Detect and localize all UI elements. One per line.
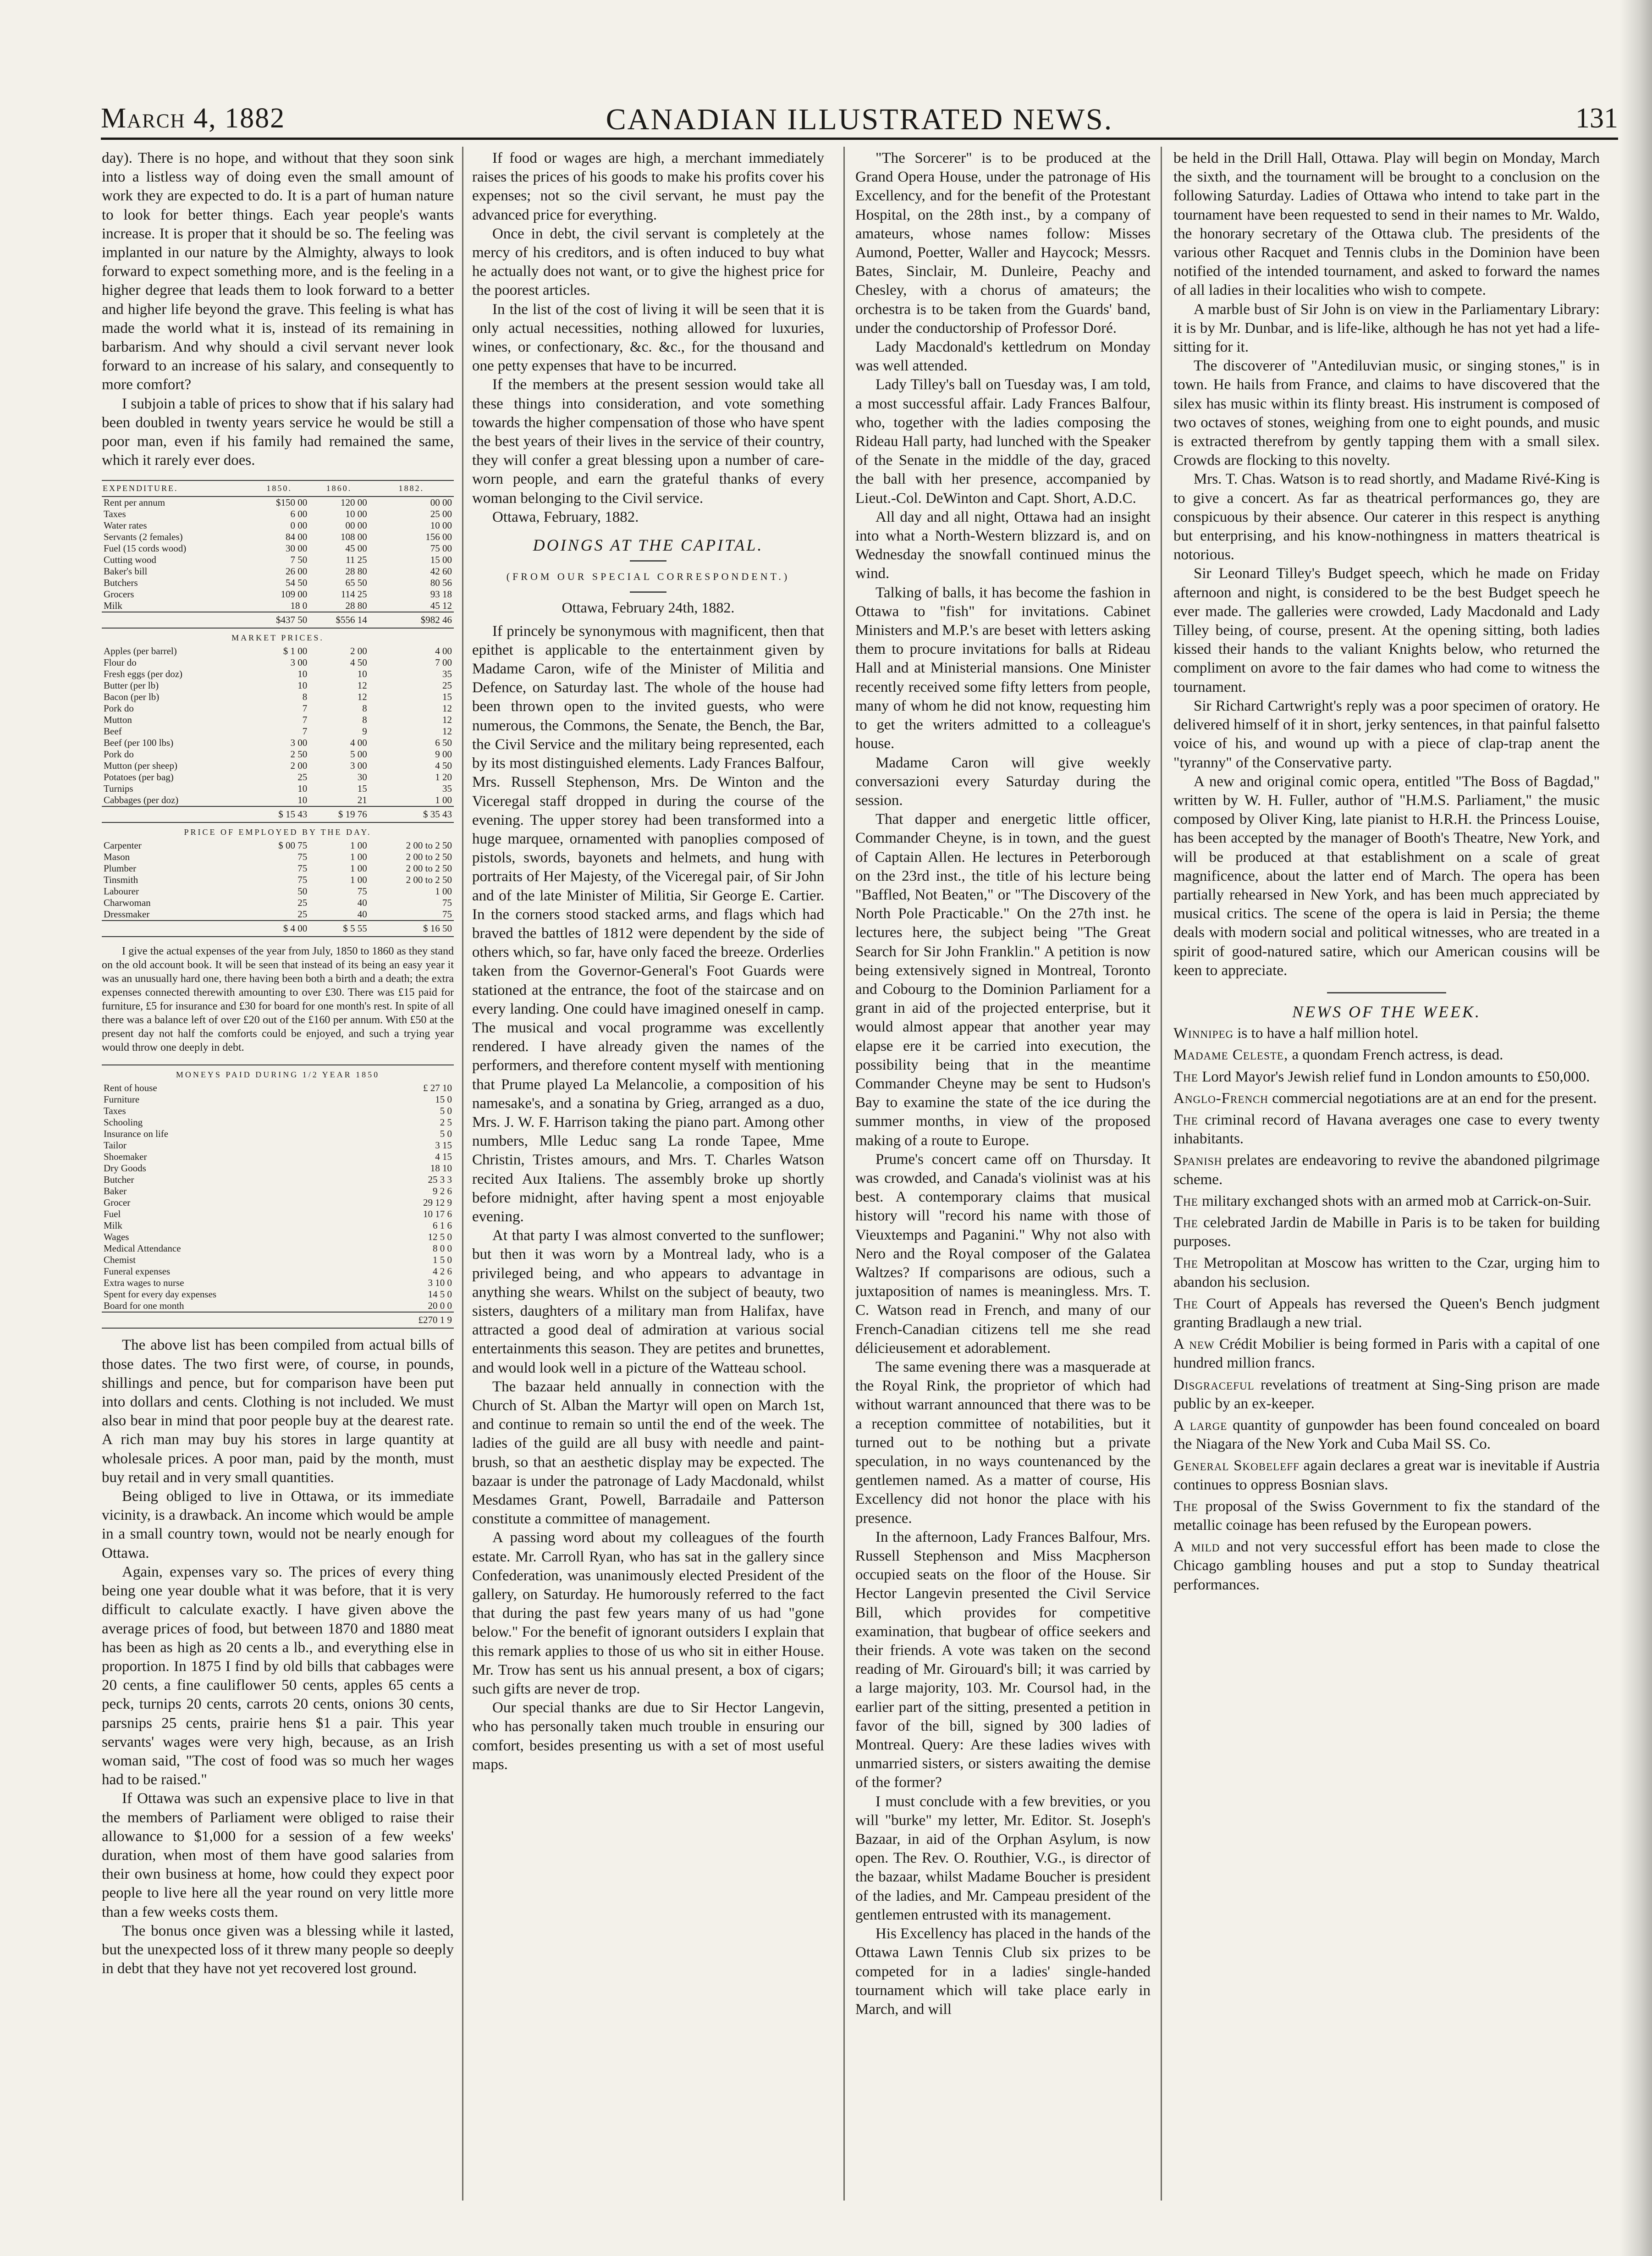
table-row: Water rates 0 00 00 00 10 00 [104, 520, 452, 531]
header-rule [101, 138, 1618, 140]
table-row: Baker's bill 26 00 28 80 42 60 [104, 566, 452, 577]
table-header: 1882. [369, 481, 454, 496]
table-row: Board for one month 20 0 0 [104, 1300, 452, 1312]
paragraph: In the afternoon, Lady Frances Balfour, Mrs. Russell Stephenson and Miss Macpherson occupied seats on the floor of the House. Sir Hector Langevin presented the Civil Service Bill, which provides for competitive examination, that bugbear of office seekers and their friends. A vote was taken on the second reading of Mr. Girouard's bill; it was carried by a large majority, 103. Mr. Coursol had, in the earlier part of the sitting, presented a petition in favor of the bill, signed by 300 ladies of Montreal. Query: Are these ladies wives with unmarried sisters, or sisters awaiting the demise of the former? [855, 1528, 1151, 1791]
paragraph: "The Sorcerer" is to be produced at the Grand Opera House, under the patronage of His Excellency, and for the benefit of the Protestant Hospital, on the 28th inst., by a company of amateurs, whose names follow: Misses Aumond, Poetter, Waller and Haycock; Messrs. Bates, Sinclair, M. Dunleire, Peachy and Chesley, with a chorus of amateurs; the orchestra is to be taken from the Guards' band, under the conductorship of Professor Doré. [855, 150, 1151, 336]
table-total-row: $437 50 $556 14 $982 46 [102, 612, 454, 628]
paragraph: All day and all night, Ottawa had an insight into what a North-Western blizzard is, and on Wednesday the snowfall continued minus the wind. [855, 508, 1151, 582]
news-item: Madame Celeste, a quondam French actress, is dead. [1173, 1047, 1503, 1064]
page-edge-shadow [1620, 0, 1652, 2256]
table-header: EXPENDITURE. [102, 481, 249, 496]
news-item: A mild and not very successful effort has been made to close the Chicago gambling houses and put a stop to Sunday theatrical performances. [1173, 1539, 1600, 1593]
paragraph: If food or wages are high, a merchant immediately raises the prices of his goods to make his profits cover his expenses; not so the civil servant, he must pay the advanced price for everything. [472, 150, 824, 223]
table-row: Butchers 54 50 65 50 80 56 [104, 577, 452, 589]
section-subheading: (FROM OUR SPECIAL CORRESPONDENT.) [506, 571, 790, 583]
table-total-row: £270 1 9 [102, 1312, 454, 1328]
news-item: Winnipeg is to have a half million hotel. [1173, 1025, 1419, 1042]
table-section-title: PRICE OF EMPLOYED BY THE DAY. [184, 827, 372, 837]
table-row: Wages 12 5 0 [104, 1231, 452, 1243]
table-row: Pork do 7 8 12 [104, 703, 452, 714]
table-header: 1850. [249, 481, 309, 496]
paragraph: If the members at the present session would take all these things into consideration, and vote something towards the higher compensation of those who have spent the best years of their lives in the service of their country, they will confer a great blessing upon a number of care-worn people, and earn the grateful thanks of every woman belonging to the Civil service. [472, 376, 824, 507]
news-list [1173, 1024, 1600, 1594]
news-item: The proposal of the Swiss Government to fix the standard of the metallic coinage has been refused by the European powers. [1173, 1498, 1600, 1534]
table-header: 1860. [309, 481, 369, 496]
page-number: 131 [1575, 103, 1618, 134]
table-row: Shoemaker 4 15 [104, 1151, 452, 1163]
news-item: A large quantity of gunpowder has been found concealed on board the Niagara of the New York and Cuba Mail SS. Co. [1173, 1417, 1600, 1453]
paragraph: Madame Caron will give weekly conversazioni every Saturday during the session. [855, 754, 1151, 809]
column-divider [843, 147, 845, 2201]
page-header [101, 99, 1618, 140]
table-row: Extra wages to nurse 3 10 0 [104, 1277, 452, 1289]
paragraph: I subjoin a table of prices to show that if his salary had been doubled in twenty years service he would be still a poor man, even if his family had remained the same, which it rarely ever does. [102, 395, 454, 469]
table-row: Pork do 2 50 5 00 9 00 [104, 749, 452, 760]
table-row: Bacon (per lb) 8 12 15 [104, 691, 452, 703]
news-item: Spanish prelates are endeavoring to revive the abandoned pilgrimage scheme. [1173, 1152, 1600, 1188]
table-row: Potatoes (per bag) 25 30 1 20 [104, 772, 452, 783]
paragraph: The bazaar held annually in connection with the Church of St. Alban the Martyr will open on March 1st, and continue to remain so until the end of the week. The ladies of the guild are all busy with needle and paint-brush, so that an aesthetic display may be expected. The bazaar is under the patronage of Lady Macdonald, whilst Mesdames Grant, Powell, Barradaile and Patterson constitute a committee of management. [472, 1378, 824, 1528]
paragraph: A new and original comic opera, entitled "The Boss of Bagdad," written by W. H. Fuller, author of "H.M.S. Parliament," the music composed by Oliver King, late pianist to H.R.H. the Princess Louise, has been accepted by the manager of Booth's Theatre, New York, and will be produced at that establishment on a scale of great magnificence, about the latter end of March. The opera has been partially rehearsed in New York, and has been much appreciated by musical critics. The scene of the opera is laid in Persia; the theme deals with modern social and political witnesses, who are treated in a spirit of good-natured satire, which our American cousins will be keen to appreciate. [1173, 773, 1600, 979]
table-row: Mutton 7 8 12 [104, 714, 452, 726]
table-row: Turnips 10 15 35 [104, 783, 452, 794]
table-row: Beef 7 9 12 [104, 726, 452, 737]
table-row: Funeral expenses 4 2 6 [104, 1266, 452, 1277]
signoff: Ottawa, February, 1882. [492, 508, 639, 525]
table-row: Butter (per lb) 10 12 25 [104, 680, 452, 691]
table-row: Schooling 2 5 [104, 1117, 452, 1128]
table-row: Tailor 3 15 [104, 1140, 452, 1151]
table-row: Cabbages (per doz) 10 21 1 00 [104, 794, 452, 806]
table-row: Rent per annum $150 00 120 00 00 00 [104, 497, 452, 508]
column-divider [462, 147, 463, 2201]
column-1 [102, 149, 454, 2212]
separator [630, 591, 666, 593]
paragraph: A passing word about my colleagues of the fourth estate. Mr. Carroll Ryan, who has sat in the gallery since Confederation, was unanimously elected President of the gallery, on Saturday. He humorously referred to the fact that during the past few years many of us had "gone below." For the benefit of ignorant outsiders I explain that this remark applies to those of us who sit in either House. Mr. Trow has sent us his annual present, a box of cigars; such gifts are never de trop. [472, 1529, 824, 1698]
table-row: Milk 18 0 28 80 45 12 [104, 600, 452, 612]
monthly-expenses-table [102, 1065, 454, 1329]
news-item: Disgraceful revelations of treatment at Sing-Sing prison are made public by an ex-keeper. [1173, 1376, 1600, 1412]
table-row: Butcher 25 3 3 [104, 1174, 452, 1186]
table-row: Labourer 50 75 1 00 [104, 886, 452, 897]
table-total-row: $ 4 00 $ 5 55 $ 16 50 [102, 921, 454, 937]
table-row: Mason 75 1 00 2 00 to 2 50 [104, 851, 452, 863]
paragraph: The bonus once given was a blessing while it lasted, but the unexpected loss of it threw many people so deeply in debt that they have not yet recovered lost ground. [102, 1922, 454, 1977]
paragraph: Sir Richard Cartwright's reply was a poor specimen of oratory. He delivered himself of it in short, jerky sentences, in that painful falsetto voice of his, and wound up with a piece of clap-trap anent the "tyranny" of the Conservative party. [1173, 697, 1600, 771]
table-row: Mutton (per sheep) 2 00 3 00 4 50 [104, 760, 452, 772]
column-4 [1173, 149, 1600, 2212]
table-row: Rent of house £ 27 10 [104, 1082, 452, 1094]
table-row: Servants (2 females) 84 00 108 00 156 00 [104, 531, 452, 543]
table-row: Carpenter $ 00 75 1 00 2 00 to 2 50 [104, 840, 452, 851]
paragraph: be held in the Drill Hall, Ottawa. Play will begin on Monday, March the sixth, and the tournament will be brought to a conclusion on the following Saturday. Ladies of Ottawa who intend to take part in the tournament have been requested to send in their names to Mr. Waldo, the honorary secretary of the Ottawa club. The presidents of the various other Racquet and Tennis clubs in the Dominion have been notified of the intended tournament, and asked to forward the names of all ladies in their localities who wish to compete. [1173, 150, 1600, 299]
paragraph: Again, expenses vary so. The prices of every thing being one year double what it was before, that it is very difficult to calculate exactly. I have given above the average prices of food, but between 1870 and 1880 meat has been as high as 20 cents a lb., and everything else in proportion. In 1875 I find by old bills that cabbages were 20 cents, a fine cauliflower 50 cents, apples 65 cents a peck, turnips 20 cents, carrots 20 cents, onions 30 cents, parsnips 25 cents, prairie hens $1 a pair. This year servants' wages were very high, because, as an Irish woman said, "The cost of food was so much her wages had to be raised." [102, 1563, 454, 1788]
issue-date: March 4, 1882 [101, 103, 286, 134]
section-heading: DOINGS AT THE CAPITAL. [533, 536, 764, 555]
news-item: A new Crédit Mobilier is being formed in Paris with a capital of one hundred million francs. [1173, 1336, 1600, 1372]
table-row: Insurance on life 5 0 [104, 1128, 452, 1140]
paragraph: In the list of the cost of living it will be seen that it is only actual necessities, nothing allowed for luxuries, wines, or confectionary, &c. &c., for the thousand and one petty expenses that have to be incurred. [472, 301, 824, 375]
paragraph: The discoverer of "Antediluvian music, or singing stones," is in town. He hails from France, and claims to have discovered that the silex has music within its flinty breast. His instrument is composed of two octaves of stones, weighing from one to eight pounds, and music is extracted therefrom by gently tapping them with a small silex. Crowds are flocking to this novelty. [1173, 358, 1600, 469]
news-item: The Court of Appeals has reversed the Queen's Bench judgment granting Bradlaugh a new trial. [1173, 1295, 1600, 1331]
table-row: Dry Goods 18 10 [104, 1163, 452, 1174]
paragraph: Lady Tilley's ball on Tuesday was, I am told, a most successful affair. Lady Frances Balfour, who, together with the ladies composing the Rideau Hall party, had lunched with the Speaker of the Senate in the middle of the day, graced the ball with her presence, accompanied by Lieut.-Col. DeWinton and Capt. Short, A.D.C. [855, 376, 1151, 507]
table-row: Cutting wood 7 50 11 25 15 00 [104, 554, 452, 566]
table-row: Tinsmith 75 1 00 2 00 to 2 50 [104, 874, 452, 886]
news-item: The military exchanged shots with an armed mob at Carrick-on-Suir. [1173, 1192, 1591, 1209]
table-row: Furniture 15 0 [104, 1094, 452, 1105]
table-row: Milk 6 1 6 [104, 1220, 452, 1231]
news-item: The criminal record of Havana averages one case to every twenty inhabitants. [1173, 1111, 1600, 1147]
table-row: Medical Attendance 8 0 0 [104, 1243, 452, 1254]
paragraph: Talking of balls, it has become the fashion in Ottawa to "fish" for invitations. Cabinet Ministers and M.P.'s are beset with letters asking them to procure invitations for balls at Rideau Hall and at Ministerial mansions. One Minister recently received some fifty letters from people, many of whom he did not know, requesting him to get the writers admitted to a colleague's house. [855, 584, 1151, 752]
dateline: Ottawa, February 24th, 1882. [562, 599, 735, 616]
table-total-row: $ 15 43 $ 19 76 $ 35 43 [102, 806, 454, 822]
paragraph: His Excellency has placed in the hands of the Ottawa Lawn Tennis Club six prizes to be competed for in a ladies' single-handed tournament which will take place early in March, and will [855, 1925, 1151, 2018]
news-heading: NEWS OF THE WEEK. [1292, 1002, 1481, 1021]
separator [1327, 992, 1446, 993]
news-item: Anglo-French commercial negotiations are at an end for the present. [1173, 1090, 1597, 1107]
paragraph: Once in debt, the civil servant is completely at the mercy of his creditors, and is often induced to buy what he actually does not want, or to give the highest price for the poorest articles. [472, 225, 824, 299]
paragraph: Mrs. T. Chas. Watson is to read shortly, and Madame Rivé-King is to give a concert. As far as theatrical performances go, they are conspicuous by their absence. Our caterer in this respect is anything but enterprising, and his know-nothingness in matters theatrical is notorious. [1173, 471, 1600, 563]
table-row: Grocers 109 00 114 25 93 18 [104, 589, 452, 600]
separator [630, 560, 666, 562]
table-row: Fresh eggs (per doz) 10 10 35 [104, 668, 452, 680]
paragraph: A marble bust of Sir John is on view in the Parliamentary Library: it is by Mr. Dunbar, and is life-like, although he has not yet had a life-sitting for it. [1173, 301, 1600, 356]
paragraph: The above list has been compiled from actual bills of those dates. The two first were, of course, in pounds, shillings and pence, but for comparison have been put into dollars and cents. Clothing is not included. We must also bear in mind that poor people buy at the dearest rate. A rich man may buy his stores in large quantity at wholesale prices. A poor man, paid by the month, must buy retail and in very small quantities. [102, 1337, 454, 1486]
paragraph: Our special thanks are due to Sir Hector Langevin, who has personally taken much trouble in ensuring our comfort, besides presenting us with a set of most useful maps. [472, 1699, 824, 1773]
table-row: Spent for every day expenses 14 5 0 [104, 1289, 452, 1300]
table-row: Flour do 3 00 4 50 7 00 [104, 657, 452, 668]
table-row: Beef (per 100 lbs) 3 00 4 00 6 50 [104, 737, 452, 749]
table-row: Dressmaker 25 40 75 [104, 909, 452, 920]
expenditure-table [102, 480, 454, 937]
paragraph: The same evening there was a masquerade at the Royal Rink, the proprietor of which had without warrant announced that there was to be a reception committee of notabilities, but it turned out to be nothing but a private speculation, in no ways countenanced by the gentlemen named. As a matter of course, His Excellency did not honor the place with his presence. [855, 1359, 1151, 1527]
table-footnote: I give the actual expenses of the year from July, 1850 to 1860 as they stand on the old account book. It will be seen that instead of its being an easy year it was an unusually hard one, there having been both a birth and a death; the extra expenses connected therewith amounting to over £30. There was £15 paid for furniture, £5 for insurance and £30 for board for one month's rest. In spite of all there was a balance left of over £20 out of the £160 per annum. With £50 at the present day not half the comforts could be enjoyed, and such a trying year would throw one deeply in debt. [102, 945, 454, 1054]
table-row: Fuel (15 cords wood) 30 00 45 00 75 00 [104, 543, 452, 554]
paragraph: If Ottawa was such an expensive place to live in that the members of Parliament were obliged to raise their allowance to $1,000 for a session of a few weeks' duration, when most of them have good salaries from their own business at home, how could they expect poor people to live here all the year round on very little more than a few weeks costs them. [102, 1790, 454, 1920]
table-row: Apples (per barrel) $ 1 00 2 00 4 00 [104, 645, 452, 657]
table-section-title: MARKET PRICES. [231, 633, 324, 643]
paragraph: If princely be synonymous with magnificent, then that epithet is applicable to the entertainment given by Madame Caron, wife of the Minister of Militia and Defence, on Saturday last. The whole of the house had been thrown open to the invited guests, who were numerous, the Commons, the Senate, the Bench, the Bar, the Civil Service and the military being represented, each by its most distinguished elements. Lady Frances Balfour, Mrs. Russell Stephenson, Mrs. De Winton and the Viceregal staff dropped in during the course of the evening. The upper storey had been transformed into a huge marquee, ornamented with panoplies composed of pistols, swords, bayonets and helmets, and hung with portraits of Her Majesty, of the Viceregal pair, of Sir John and of the late Minister of Militia, Sir George E. Cartier. In the corners stood stacked arms, and flags which had braved the battles of 1812 were dependent by the side of others which, so far, have only faced the breeze. Orderlies taken from the Governor-General's Foot Guards were stationed at the entrance, the foot of the staircase and on every landing. One could have imagined oneself in camp. The musical and vocal programme was excellently rendered. I have already given the names of the performers, and therefore content myself with mentioning that Prume played La Melancolie, a composition of his namesake's, and a sonatina by Grieg, arranged as a duo, Mrs. J. W. F. Harrison taking the piano part. Among other numbers, Mlle Leduc sang La ronde Tapee, Mme Christin, Tristes amours, and Mrs. T. Charles Watson recited Aux Italiens. The assembly broke up shortly before midnight, after having spent a most enjoyable evening. [472, 623, 824, 1225]
column-2 [472, 149, 824, 2212]
table-row: Taxes 6 00 10 00 25 00 [104, 508, 452, 520]
table-row: Chemist 1 5 0 [104, 1254, 452, 1266]
table-row: Charwoman 25 40 75 [104, 897, 452, 909]
news-item: The Lord Mayor's Jewish relief fund in London amounts to £50,000. [1173, 1068, 1590, 1085]
column-divider [1161, 147, 1162, 2201]
table-row: Baker 9 2 6 [104, 1186, 452, 1197]
news-item: General Skobeleff again declares a great war is inevitable if Austria continues to oppress Bosnian slavs. [1173, 1457, 1600, 1493]
table-row: Fuel 10 17 6 [104, 1208, 452, 1220]
paragraph: Lady Macdonald's kettledrum on Monday was well attended. [855, 339, 1151, 375]
table-row: Plumber 75 1 00 2 00 to 2 50 [104, 863, 452, 874]
table-row: Taxes 5 0 [104, 1105, 452, 1117]
table-row: Grocer 29 12 9 [104, 1197, 452, 1208]
column-3 [855, 149, 1151, 2212]
paragraph: I must conclude with a few brevities, or you will "burke" my letter, Mr. Editor. St. Joseph's Bazaar, in aid of the Orphan Asylum, is now open. The Rev. O. Routhier, V.G., is director of the bazaar, whilst Madame Boucher is president of the ladies, and Mr. Campeau president of the gentlemen entrusted with its management. [855, 1793, 1151, 1923]
paragraph: day). There is no hope, and without that they soon sink into a listless way of doing even the small amount of work they are expected to do. It is a part of human nature to look for better things. Each year people's wants increase. It is proper that it should be so. The feeling was implanted in our nature by the Almighty, always to look forward to expect something more, and is the feeling in a higher degree that leads them to look forward to a better and higher life beyond the grave. This feeling is what has made the world what it is, instead of its remaining in barbarism. And why should a civil servant never look forward to an increase of his salary, and consequently to more comfort? [102, 150, 454, 393]
paragraph: Sir Leonard Tilley's Budget speech, which he made on Friday afternoon and night, is considered to be the best Budget speech he ever made. The galleries were crowded, Lady Macdonald and Lady Tilley being, of course, present. At the opening sitting, both ladies kissed their hands to the valiant Knights below, who returned the compliment on avore to the fair dames who had come to witness the tournament. [1173, 565, 1600, 695]
paragraph: At that party I was almost converted to the sunflower; but then it was worn by a Montreal lady, who is a privileged being, and who appears to advantage in anything she wears. Whilst on the subject of beauty, two sisters, daughters of a military man from Halifax, have attracted a good deal of admiration at various social entertainments this season. They are petites and brunettes, and would look well in a picture of the Watteau school. [472, 1227, 824, 1376]
paragraph: Being obliged to live in Ottawa, or its immediate vicinity, is a drawback. An income which would be ample in a small country town, would not be nearly enough for Ottawa. [102, 1488, 454, 1561]
news-item: The celebrated Jardin de Mabille in Paris is to be taken for building purposes. [1173, 1214, 1600, 1250]
table-section-title: MONEYS PAID DURING 1/2 YEAR 1850 [176, 1070, 380, 1080]
paragraph: Prume's concert came off on Thursday. It was crowded, and Canada's violinist was at his best. A contemporary claims that musical history will "record his name with those of Vieuxtemps and Paganini." Why not also with Nero and the Royal composer of the Galatea Waltzes? If comparisons are odious, such a juxtaposition of names is meaningless. Mrs. T. C. Watson read in French, and many of our French-Canadian citizens tell me she read délicieusement et adorablement. [855, 1151, 1151, 1357]
paragraph: That dapper and energetic little officer, Commander Cheyne, is in town, and the guest of Captain Allen. He lectures in Peterborough on the 23rd inst., the title of his lecture being "Baffled, Not Beaten," or "The Discovery of the North Pole Practicable." On the 27th inst. he lectures here, the subject being "The Great Search for Sir John Franklin." A petition is now being extensively signed in Montreal, Toronto and Cobourg to the Dominion Parliament for a grant in aid of the projected enterprise, but it would almost appear that another year may elapse ere it be carried into execution, the possibility being that in the meantime Commander Cheyne may be sent to Hudson's Bay to examine the state of the ice during the summer months, in view of the proposed making of a route to Europe. [855, 811, 1151, 1149]
masthead-title: CANADIAN ILLUSTRATED NEWS. [606, 103, 1113, 136]
news-item: The Metropolitan at Moscow has written to the Czar, urging him to abandon his seclusion. [1173, 1255, 1600, 1291]
